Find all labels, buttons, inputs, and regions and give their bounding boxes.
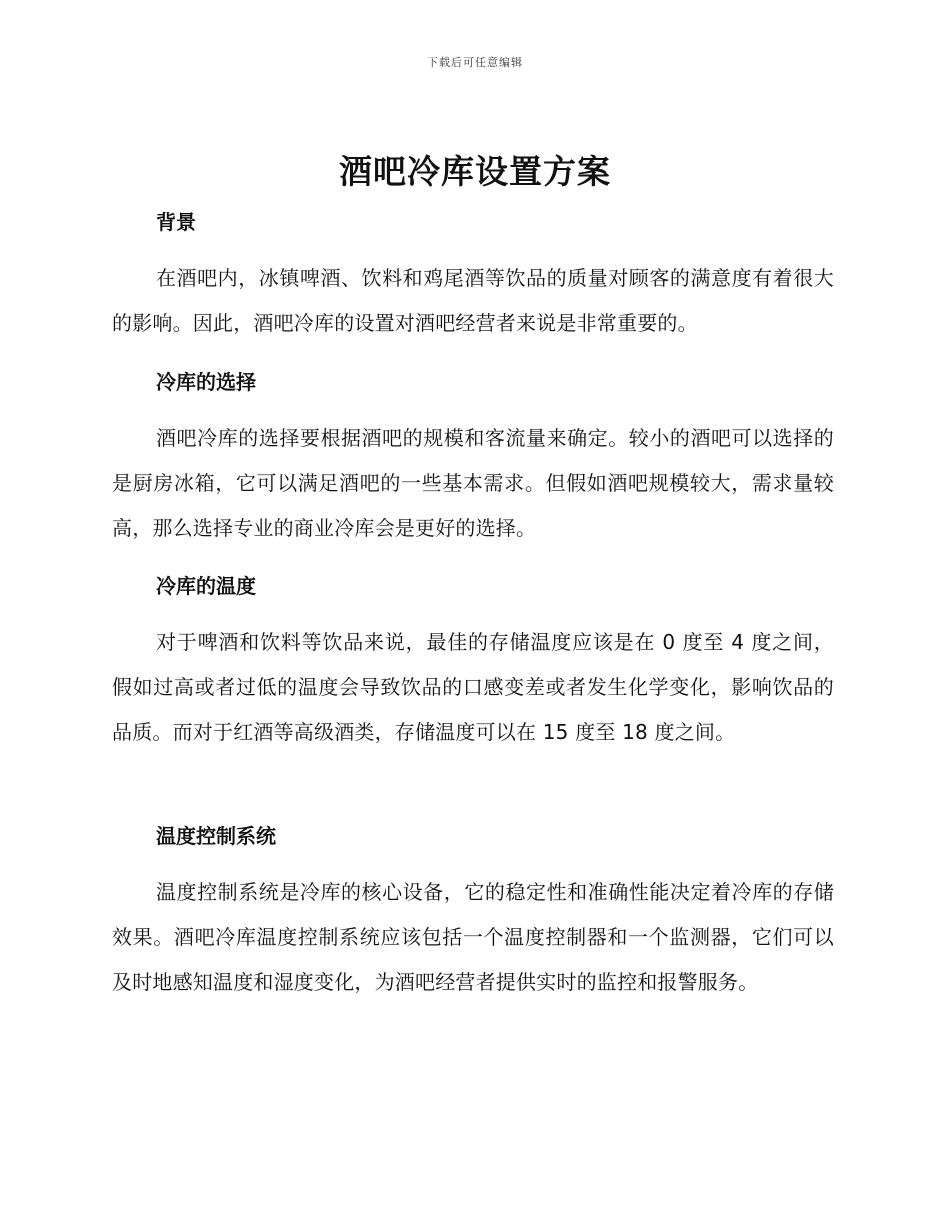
section-paragraph-cold-storage-temperature: 对于啤酒和饮料等饮品来说，最佳的存储温度应该是在 0 度至 4 度之间，假如过高或者过低的温度会导致饮品的口感变差或者发生化学变化，影响饮品的品质。而对于红酒等高级酒类，存储温度可以在 15 度至 18 度之间。 — [112, 630, 834, 744]
section-heading-cold-storage-selection: 冷库的选择 — [156, 370, 256, 394]
section-heading-background: 背景 — [156, 210, 196, 234]
section-paragraph-temperature-control-system: 温度控制系统是冷库的核心设备，它的稳定性和准确性能决定着冷库的存储效果。酒吧冷库温度控制系统应该包括一个温度控制器和一个监测器，它们可以及时地感知温度和湿度变化，为酒吧经营者提供实时的监控和报警服务。 — [112, 880, 834, 994]
document-title: 酒吧冷库设置方案 — [339, 152, 611, 191]
page-header-note: 下载后可任意编辑 — [427, 56, 523, 69]
section-heading-temperature-control-system: 温度控制系统 — [156, 824, 276, 848]
section-paragraph-background: 在酒吧内，冰镇啤酒、饮料和鸡尾酒等饮品的质量对顾客的满意度有着很大的影响。因此，酒吧冷库的设置对酒吧经营者来说是非常重要的。 — [112, 266, 834, 335]
section-paragraph-cold-storage-selection: 酒吧冷库的选择要根据酒吧的规模和客流量来确定。较小的酒吧可以选择的是厨房冰箱，它可以满足酒吧的一些基本需求。但假如酒吧规模较大，需求量较高，那么选择专业的商业冷库会是更好的选择。 — [112, 426, 834, 540]
section-heading-cold-storage-temperature: 冷库的温度 — [156, 574, 256, 598]
